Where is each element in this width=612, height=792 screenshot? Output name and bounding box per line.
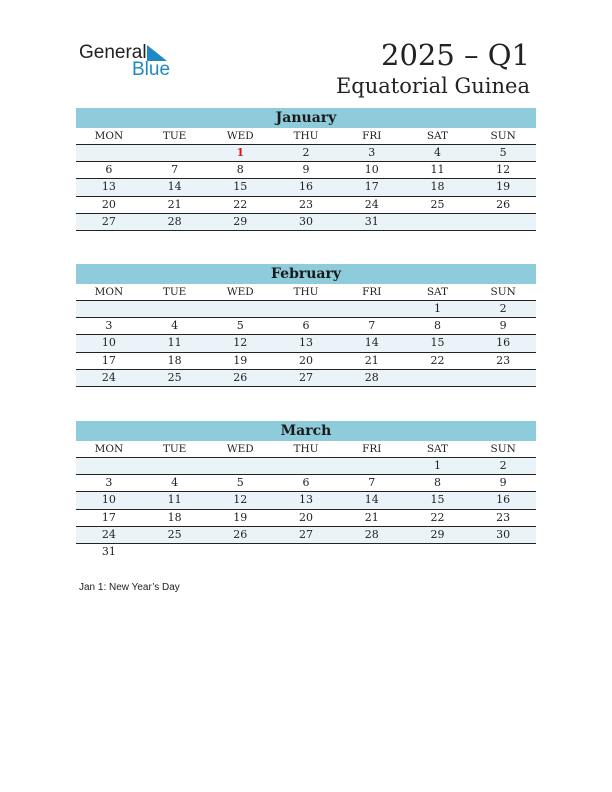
day-cell — [339, 301, 405, 317]
day-cell: 17 — [101, 510, 116, 524]
day-cell: 27 — [101, 214, 116, 228]
day-cell — [273, 544, 339, 561]
day-cell: 6 — [105, 163, 113, 177]
month-header: January — [76, 108, 536, 128]
day-cell: 15 — [430, 493, 445, 507]
weekday-row — [76, 284, 536, 301]
day-cell — [76, 301, 142, 317]
holiday-day-cell: 1 — [236, 146, 245, 159]
week-row — [76, 544, 536, 561]
week-row — [76, 353, 536, 370]
week-row — [76, 370, 536, 387]
day-cell: 2 — [499, 459, 507, 472]
day-cell: 12 — [233, 493, 248, 507]
day-cell: 18 — [430, 180, 445, 194]
day-cell: 2 — [499, 302, 507, 315]
holiday-note: Jan 1: New Year’s Day — [79, 582, 180, 593]
day-cell — [470, 544, 536, 561]
week-row — [76, 492, 536, 509]
day-cell: 3 — [368, 146, 376, 159]
day-cell: 11 — [167, 493, 182, 507]
week-row — [76, 301, 536, 318]
day-cell: 25 — [167, 370, 182, 384]
day-cell: 4 — [433, 146, 441, 159]
day-cell — [470, 214, 536, 230]
day-cell: 30 — [496, 527, 511, 541]
day-cell — [142, 458, 208, 474]
day-cell: 26 — [233, 527, 248, 541]
weekday-row — [76, 441, 536, 458]
weekday-label: WED — [226, 286, 254, 298]
day-cell: 5 — [236, 319, 244, 333]
week-row — [76, 162, 536, 179]
day-cell: 10 — [364, 163, 379, 177]
day-cell: 15 — [233, 180, 248, 194]
weekday-label: FRI — [362, 286, 382, 298]
month-february — [76, 264, 536, 387]
day-cell: 20 — [299, 353, 314, 367]
day-cell: 28 — [364, 370, 379, 384]
day-cell: 4 — [171, 476, 179, 490]
day-cell — [207, 301, 273, 317]
weekday-label: MON — [94, 286, 124, 298]
weekday-label: WED — [226, 443, 254, 455]
week-row — [76, 475, 536, 492]
day-cell: 27 — [299, 527, 314, 541]
day-cell: 3 — [105, 476, 113, 490]
day-cell: 20 — [299, 510, 314, 524]
day-cell: 31 — [101, 544, 116, 558]
week-row — [76, 335, 536, 352]
logo-text-general: General — [79, 42, 147, 63]
day-cell: 10 — [101, 493, 116, 507]
day-cell: 19 — [496, 180, 511, 194]
page-subtitle: Equatorial Guinea — [335, 74, 530, 98]
weekday-label: MON — [94, 130, 124, 142]
day-cell: 16 — [496, 493, 511, 507]
day-cell — [76, 145, 142, 161]
day-cell: 26 — [496, 197, 511, 211]
day-cell — [142, 544, 208, 561]
day-cell: 18 — [167, 353, 182, 367]
day-cell: 31 — [364, 214, 379, 228]
day-cell — [273, 458, 339, 474]
day-cell: 9 — [302, 163, 310, 177]
month-march — [76, 421, 536, 561]
day-cell: 24 — [101, 370, 116, 384]
day-cell: 2 — [302, 146, 310, 159]
day-cell: 1 — [433, 302, 441, 315]
day-cell: 14 — [364, 493, 379, 507]
day-cell: 8 — [236, 163, 244, 177]
week-row — [76, 197, 536, 214]
day-cell: 24 — [101, 527, 116, 541]
day-cell: 12 — [496, 163, 511, 177]
day-cell: 22 — [233, 197, 248, 211]
day-cell: 28 — [167, 214, 182, 228]
week-row — [76, 179, 536, 196]
day-cell: 16 — [299, 180, 314, 194]
day-cell — [339, 544, 405, 561]
day-cell: 17 — [101, 353, 116, 367]
day-cell: 12 — [233, 336, 248, 350]
day-cell: 18 — [167, 510, 182, 524]
day-cell: 30 — [299, 214, 314, 228]
weekday-label: SUN — [490, 130, 516, 142]
day-cell: 23 — [299, 197, 314, 211]
day-cell: 9 — [499, 476, 507, 490]
day-cell: 27 — [299, 370, 314, 384]
day-cell: 20 — [101, 197, 116, 211]
day-cell: 3 — [105, 319, 113, 333]
week-row — [76, 527, 536, 544]
day-cell: 19 — [233, 510, 248, 524]
weekday-label: THU — [293, 130, 319, 142]
day-cell: 6 — [302, 476, 310, 490]
month-january — [76, 108, 536, 231]
weekday-label: WED — [226, 130, 254, 142]
day-cell: 14 — [364, 336, 379, 350]
day-cell: 14 — [167, 180, 182, 194]
day-cell: 7 — [171, 163, 179, 177]
day-cell: 11 — [430, 163, 445, 177]
page-title: 2025 – Q1 — [381, 38, 530, 72]
weekday-label: SAT — [426, 286, 449, 298]
day-cell: 5 — [236, 476, 244, 490]
day-cell: 29 — [233, 214, 248, 228]
day-cell: 23 — [496, 353, 511, 367]
day-cell: 9 — [499, 319, 507, 333]
day-cell — [405, 370, 471, 386]
weekday-label: SUN — [490, 443, 516, 455]
week-row — [76, 458, 536, 475]
day-cell — [207, 458, 273, 474]
day-cell: 7 — [368, 319, 376, 333]
weekday-row — [76, 128, 536, 145]
day-cell — [339, 458, 405, 474]
month-header: February — [76, 264, 536, 284]
weekday-label: THU — [293, 443, 319, 455]
day-cell — [142, 301, 208, 317]
day-cell: 7 — [368, 476, 376, 490]
day-cell: 22 — [430, 353, 445, 367]
day-cell: 4 — [171, 319, 179, 333]
day-cell: 6 — [302, 319, 310, 333]
week-row — [76, 145, 536, 162]
day-cell: 21 — [364, 510, 379, 524]
day-cell: 15 — [430, 336, 445, 350]
logo-text-blue: Blue — [132, 59, 171, 80]
day-cell: 1 — [433, 459, 441, 472]
day-cell: 13 — [101, 180, 116, 194]
day-cell — [405, 214, 471, 230]
weekday-label: MON — [94, 443, 124, 455]
day-cell: 25 — [167, 527, 182, 541]
month-header: March — [76, 421, 536, 441]
weekday-label: SUN — [490, 286, 516, 298]
day-cell: 22 — [430, 510, 445, 524]
day-cell: 26 — [233, 370, 248, 384]
brand-logo — [79, 42, 189, 82]
day-cell: 23 — [496, 510, 511, 524]
week-row — [76, 510, 536, 527]
day-cell: 16 — [496, 336, 511, 350]
day-cell — [76, 458, 142, 474]
week-row — [76, 214, 536, 231]
day-cell — [207, 544, 273, 561]
day-cell: 13 — [299, 493, 314, 507]
day-cell: 24 — [364, 197, 379, 211]
week-row — [76, 318, 536, 335]
day-cell: 11 — [167, 336, 182, 350]
weekday-label: TUE — [162, 286, 187, 298]
day-cell: 19 — [233, 353, 248, 367]
day-cell: 8 — [433, 476, 441, 490]
weekday-label: FRI — [362, 130, 382, 142]
day-cell: 10 — [101, 336, 116, 350]
day-cell: 25 — [430, 197, 445, 211]
day-cell: 17 — [364, 180, 379, 194]
day-cell: 5 — [499, 146, 507, 159]
day-cell: 29 — [430, 527, 445, 541]
day-cell — [405, 544, 471, 561]
weekday-label: TUE — [162, 130, 187, 142]
day-cell — [273, 301, 339, 317]
weekday-label: SAT — [426, 443, 449, 455]
day-cell: 8 — [433, 319, 441, 333]
day-cell: 21 — [167, 197, 182, 211]
weekday-label: SAT — [426, 130, 449, 142]
weekday-label: THU — [293, 286, 319, 298]
day-cell: 21 — [364, 353, 379, 367]
day-cell — [142, 145, 208, 161]
day-cell: 13 — [299, 336, 314, 350]
weekday-label: FRI — [362, 443, 382, 455]
day-cell — [470, 370, 536, 386]
day-cell: 28 — [364, 527, 379, 541]
weekday-label: TUE — [162, 443, 187, 455]
